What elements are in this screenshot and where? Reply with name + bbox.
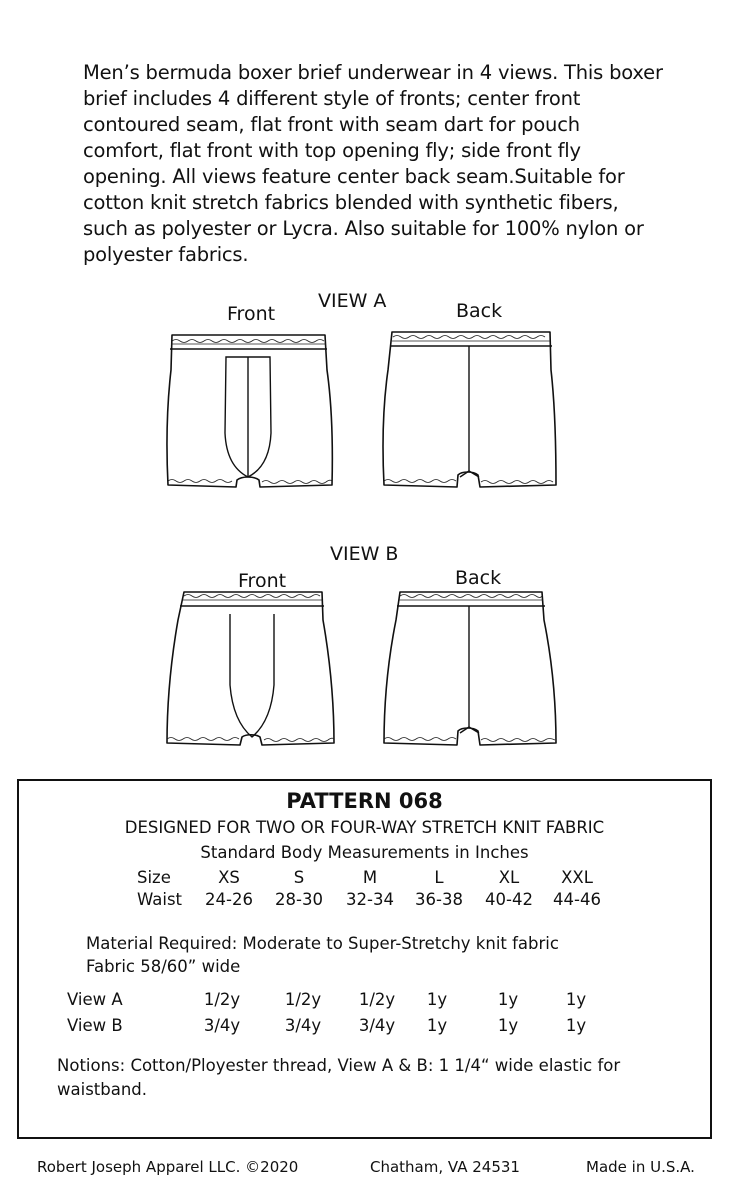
yardage-cell: 3/4y	[203, 1016, 241, 1035]
yardage-cell: 1y	[565, 1016, 587, 1035]
size-cell: XS	[218, 868, 240, 887]
view-b-front-drawing	[164, 585, 339, 755]
waist-cell: 28-30	[275, 890, 323, 909]
size-cell: XXL	[561, 868, 593, 887]
yardage-cell: 1/2y	[284, 990, 322, 1009]
size-row-label: Size	[137, 868, 171, 887]
pattern-title: PATTERN 068	[286, 789, 443, 813]
footer-made-in: Made in U.S.A.	[586, 1158, 695, 1176]
yardage-cell: 3/4y	[284, 1016, 322, 1035]
yardage-cell: 1y	[426, 1016, 448, 1035]
footer-location: Chatham, VA 24531	[370, 1158, 520, 1176]
measurements-heading: Standard Body Measurements in Inches	[200, 843, 529, 862]
size-cell: M	[362, 868, 378, 887]
size-cell: S	[293, 868, 305, 887]
waist-row-label: Waist	[137, 890, 183, 909]
notions-text: Notions: Cotton/Ployester thread, View A & B: 1 1/4“ wide elastic for waistband.	[57, 1056, 621, 1099]
yardage-cell: 1y	[565, 990, 587, 1009]
yardage-cell: 1y	[497, 990, 519, 1009]
yardage-row-label: View B	[67, 1016, 123, 1035]
pattern-subtitle: DESIGNED FOR TWO OR FOUR-WAY STRETCH KNIT FABRIC	[124, 818, 605, 837]
material-required: Material Required: Moderate to Super-Stretchy knit fabric	[86, 934, 559, 953]
yardage-cell: 1/2y	[358, 990, 396, 1009]
pattern-description: Men’s bermuda boxer brief underwear in 4 views. This boxer brief includes 4 different style of fronts; center front contoured seam, flat front with seam dart for pouch comfort, flat front with top opening fly; side front fly opening. All views feature center back seam.Suitable for cotton knit stretch fabrics blended with synthetic fibers, such as polyester or Lycra. Also suitable for 100% nylon or polyester fabrics.	[83, 61, 663, 266]
fabric-width: Fabric 58/60” wide	[86, 957, 241, 976]
waist-cell: 24-26	[205, 890, 253, 909]
view-a-title: VIEW A	[318, 290, 387, 312]
waist-cell: 32-34	[346, 890, 394, 909]
yardage-cell: 3/4y	[358, 1016, 396, 1035]
view-a-back-label: Back	[456, 300, 503, 322]
view-a-back-drawing	[380, 325, 560, 495]
waist-cell: 36-38	[415, 890, 463, 909]
view-a-front-drawing	[162, 325, 337, 495]
footer-company: Robert Joseph Apparel LLC. ©2020	[37, 1158, 299, 1176]
view-b-title: VIEW B	[330, 543, 399, 565]
waist-cell: 40-42	[485, 890, 533, 909]
waist-cell: 44-46	[553, 890, 601, 909]
yardage-cell: 1y	[497, 1016, 519, 1035]
size-cell: L	[434, 868, 444, 887]
yardage-row-label: View A	[67, 990, 123, 1009]
size-cell: XL	[498, 868, 520, 887]
view-b-back-label: Back	[455, 567, 502, 589]
view-a-front-label: Front	[227, 303, 276, 325]
view-b-front-label: Front	[238, 570, 287, 587]
pattern-info-box	[17, 779, 712, 1139]
yardage-cell: 1/2y	[203, 990, 241, 1009]
view-b-back-drawing	[382, 585, 562, 755]
yardage-cell: 1y	[426, 990, 448, 1009]
